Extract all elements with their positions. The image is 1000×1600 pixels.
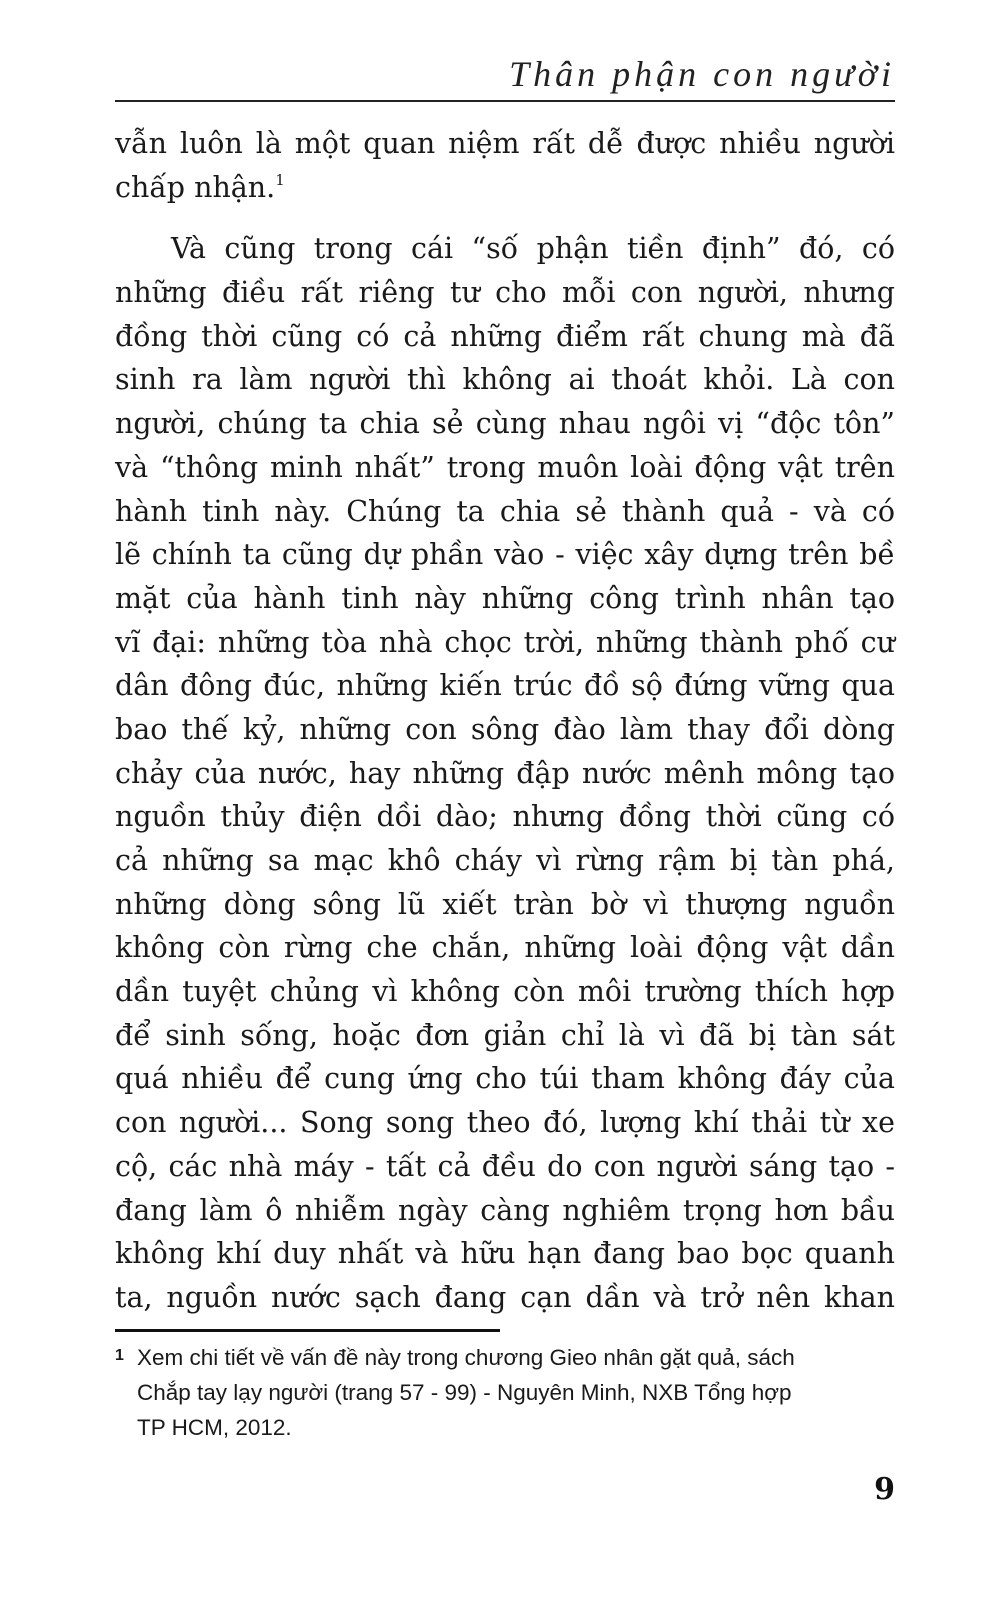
text-line: cả những sa mạc khô cháy vì rừng rậm bị tàn phá,	[115, 844, 895, 877]
text-line: dần tuyệt chủng vì không còn môi trường thích hợp	[115, 975, 895, 1009]
footnote-marker: 1	[115, 1347, 124, 1364]
paragraph-1	[115, 122, 895, 209]
text-line: những dòng sông lũ xiết tràn bờ vì thượng nguồn	[115, 887, 895, 921]
footnote-text	[137, 1340, 905, 1445]
text-line: người, chúng ta chia sẻ cùng nhau ngôi vị “độc tôn”	[115, 407, 895, 441]
text-line: để sinh sống, hoặc đơn giản chỉ là vì đã bị tàn sát	[115, 1018, 895, 1052]
text-line: không còn rừng che chắn, những loài động vật dần	[115, 931, 895, 965]
text-line: ta, nguồn nước sạch đang cạn dần và trở nên khan	[115, 1280, 895, 1314]
text-line: chảy của nước, hay những đập nước mênh mông tạo	[115, 756, 895, 790]
text-line: hành tinh này. Chúng ta chia sẻ thành quả - và có	[115, 494, 895, 528]
text-line: đồng thời cũng có cả những điểm rất chung mà đã	[115, 319, 895, 353]
text-line: và “thông minh nhất” trong muôn loài động vật trên	[115, 450, 895, 484]
text-line: đang làm ô nhiễm ngày càng nghiêm trọng hơn bầu	[115, 1193, 895, 1227]
body-text	[115, 122, 895, 1320]
text-line: quá nhiều để cung ứng cho túi tham không đáy của	[115, 1062, 895, 1096]
footnote-line: Chắp tay lạy người (trang 57 - 99) - Nguyên Minh, NXB Tổng hợp	[137, 1380, 792, 1405]
footnote	[115, 1340, 905, 1445]
text-line	[115, 166, 895, 210]
footnote-line: Xem chi tiết về vấn đề này trong chương Gieo nhân gặt quả, sách	[137, 1345, 795, 1370]
text-line-content: chấp nhận.	[115, 170, 276, 204]
paragraph-gap	[115, 209, 895, 227]
text-line: mặt của hành tinh này những công trình nhân tạo	[115, 581, 895, 615]
footnote-divider	[115, 1329, 500, 1332]
text-line: không khí duy nhất và hữu hạn đang bao bọc quanh	[115, 1237, 895, 1271]
footnote-line: TP HCM, 2012.	[137, 1415, 292, 1440]
text-line: bao thế kỷ, những con sông đào làm thay đổi dòng	[115, 712, 895, 746]
text-line: vĩ đại: những tòa nhà chọc trời, những thành phố cư	[115, 625, 895, 659]
running-header-title: Thân phận con người	[509, 54, 895, 94]
text-line: Và cũng trong cái “số phận tiền định” đó, có	[171, 232, 895, 266]
text-line: cộ, các nhà máy - tất cả đều do con người sáng tạo -	[115, 1149, 895, 1183]
text-line: vẫn luôn là một quan niệm rất dễ được nhiều người	[115, 127, 895, 160]
text-line: con người... Song song theo đó, lượng khí thải từ xe	[115, 1106, 895, 1140]
text-line: những điều rất riêng tư cho mỗi con người, nhưng	[115, 276, 895, 310]
text-line: nguồn thủy điện dồi dào; nhưng đồng thời cũng có	[115, 800, 895, 834]
footnote-reference[interactable]: 1	[275, 170, 285, 189]
text-line: lẽ chính ta cũng dự phần vào - việc xây dựng trên bề	[115, 538, 895, 572]
text-line: sinh ra làm người thì không ai thoát khỏi. Là con	[115, 363, 895, 397]
text-line: dân đông đúc, những kiến trúc đồ sộ đứng vững qua	[115, 669, 895, 703]
running-header	[115, 52, 895, 102]
page-number: 9	[874, 1472, 895, 1507]
paragraph-2	[115, 227, 895, 1319]
